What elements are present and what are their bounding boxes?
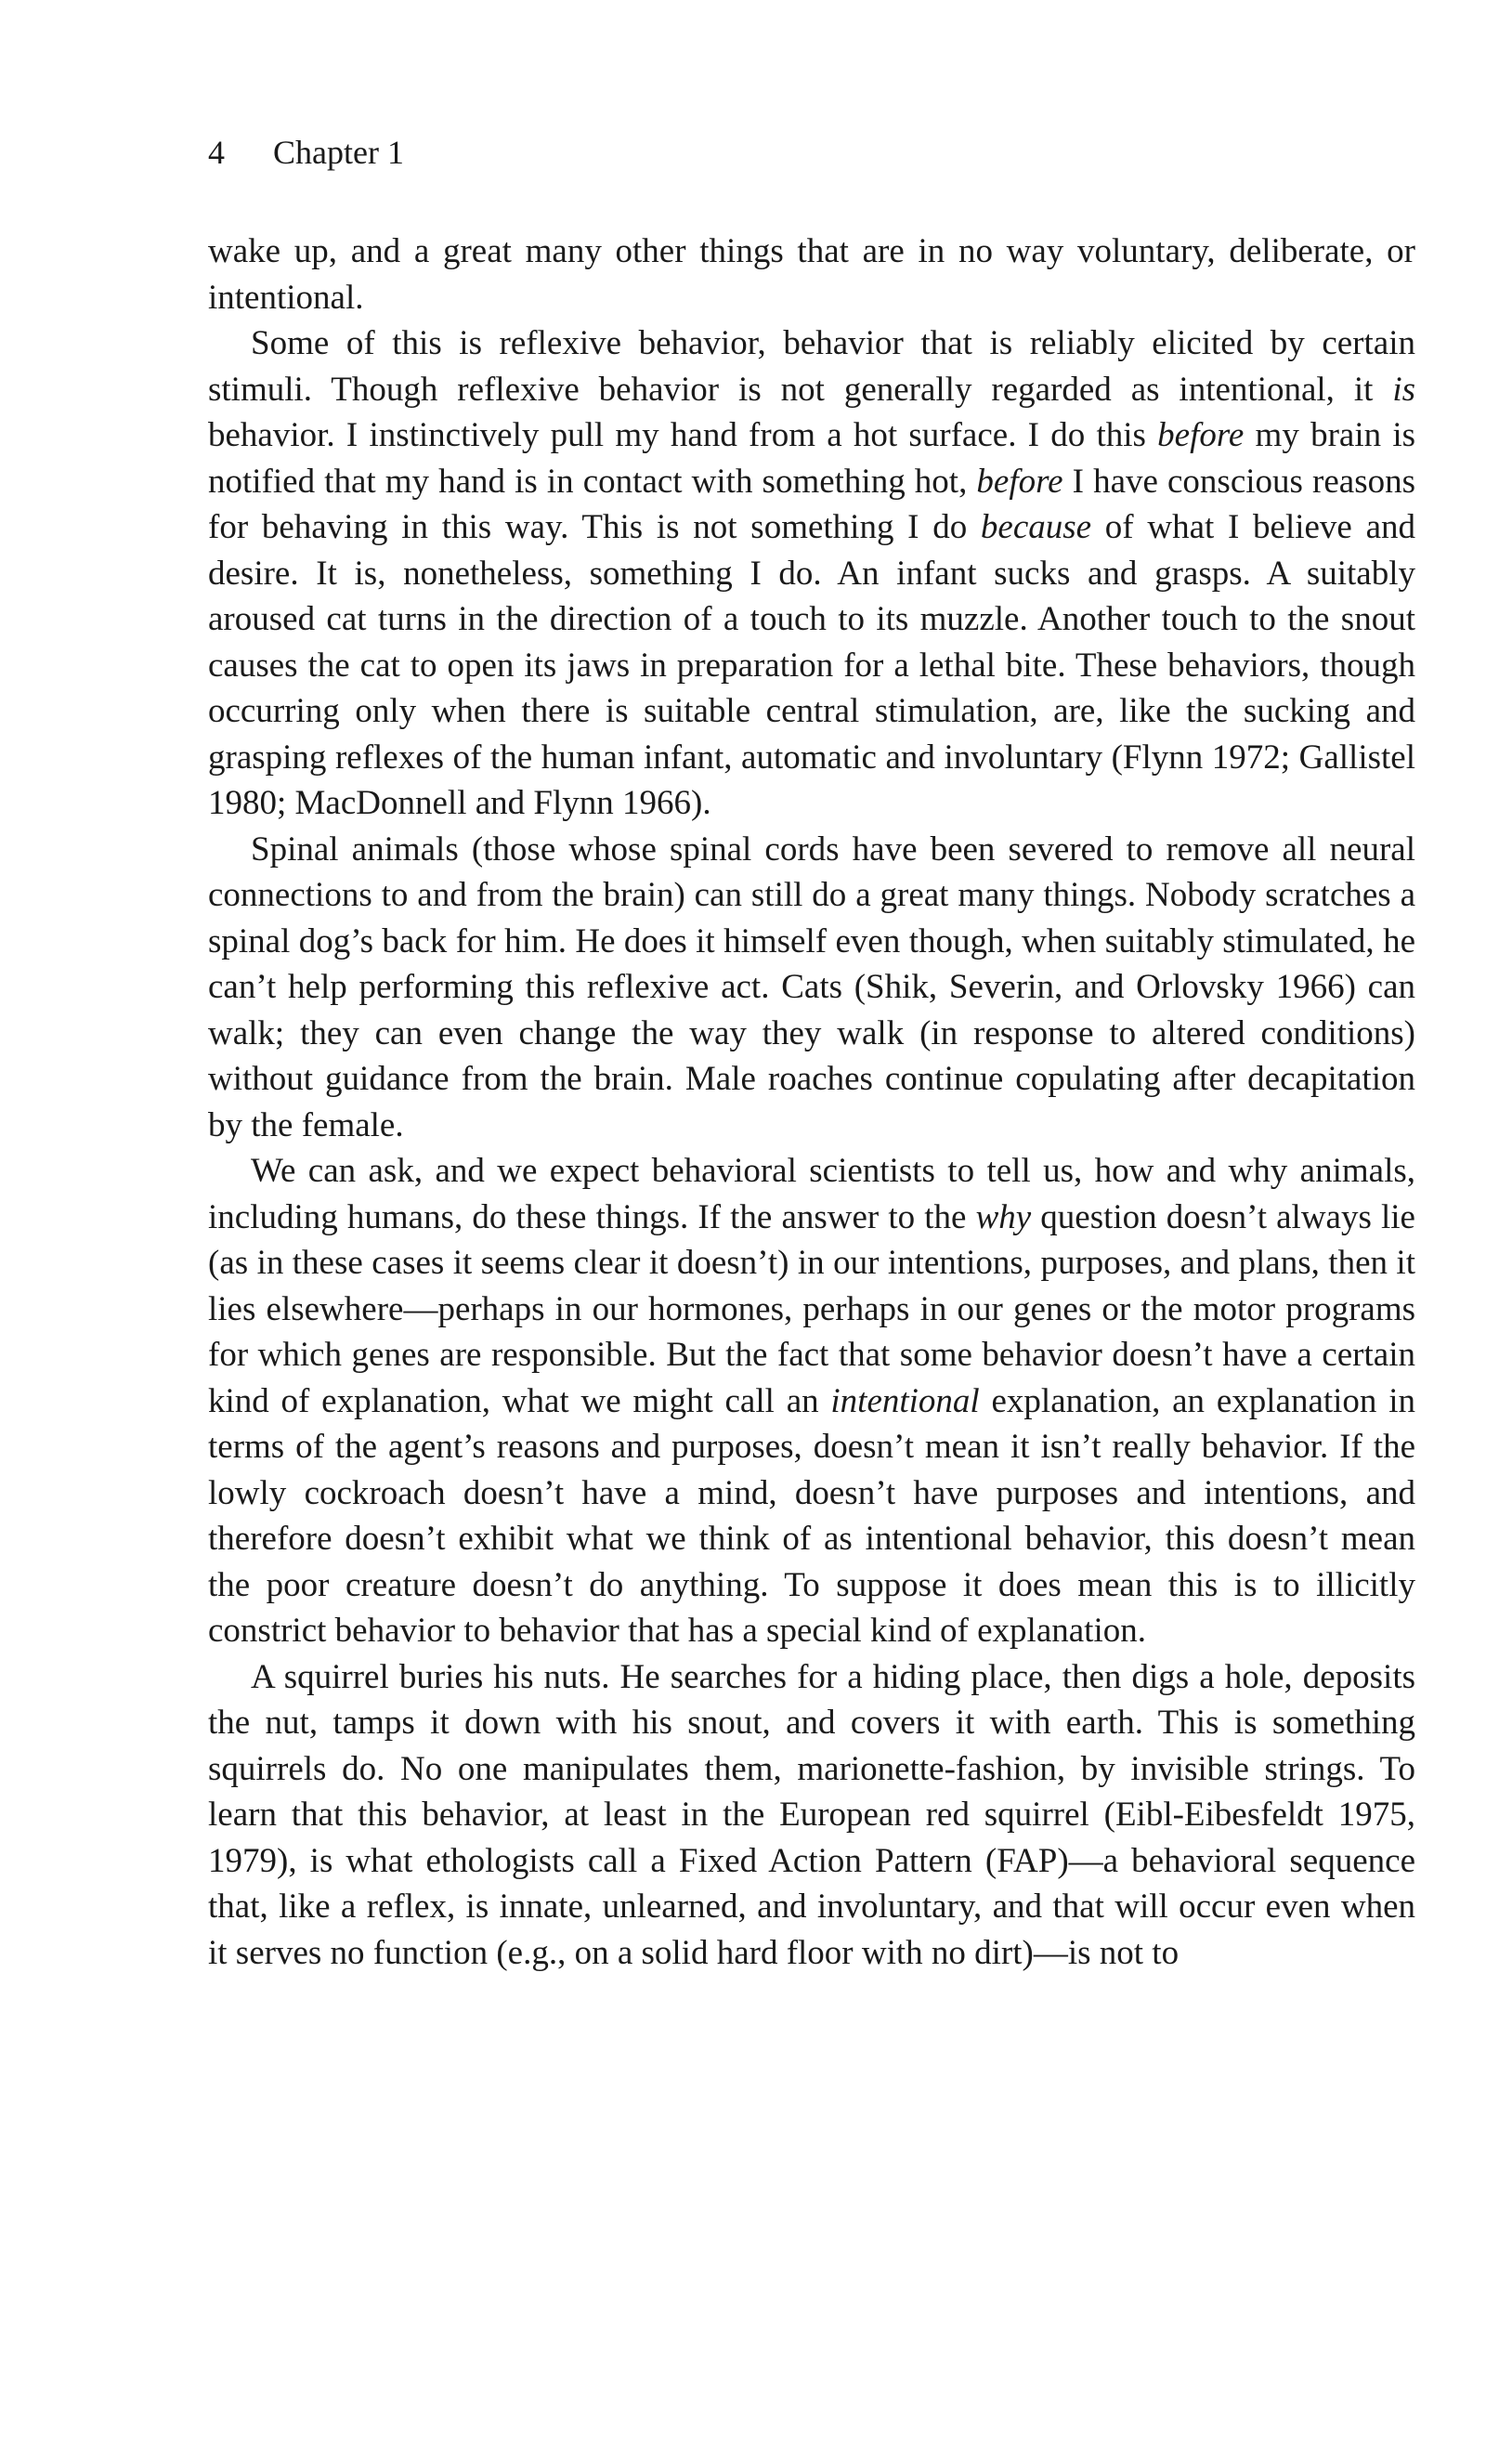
text-run: Some of this is reflexive behavior, behavior that is reliably elicited by certain stimuli. Though reflexive behavior is not generally regarded as intentional, it xyxy=(208,324,1415,409)
text-run: question doesn’t always lie (as in these cases it seems clear it doesn’t) in our intentions, purposes, and plans, then it lies elsewhere—perhaps in our hormones, perhaps in our genes or the motor programs for which genes are responsible. But the fact that some behavior doesn’t have a certain kind of explanation, what we might call an xyxy=(208,1197,1415,1420)
paragraph xyxy=(208,320,1415,827)
body-text xyxy=(208,229,1415,1976)
paragraph xyxy=(208,1148,1415,1654)
text-run: I have conscious reasons for behaving in this way. This is not something I do xyxy=(208,462,1415,546)
emphasized-text: is xyxy=(1392,370,1415,409)
running-head xyxy=(208,132,404,173)
emphasized-text: intentional xyxy=(830,1381,980,1420)
emphasized-text: why xyxy=(975,1197,1032,1236)
text-run: wake up, and a great many other things that are in no way voluntary, deliberate, or intentional. xyxy=(208,232,1415,317)
page-number: 4 xyxy=(208,134,225,171)
emphasized-text: before xyxy=(1157,416,1245,454)
paragraph xyxy=(208,827,1415,1149)
paragraph xyxy=(208,229,1415,320)
text-run: We can ask, and we expect behavioral scientists to tell us, how and why animals, including humans, do these things. If the answer to the xyxy=(208,1152,1415,1236)
text-run: Spinal animals (those whose spinal cords have been severed to remove all neural connections to and from the brain) can still do a great many things. Nobody scratches a spinal dog’s back for him. He does it himself even though, when suitably stimulated, he can’t help performing this reflexive act. Cats (Shik, Severin, and Orlovsky 1966) can walk; they can even change the way they walk (in response to altered conditions) without guidance from the brain. Male roaches continue copulating after decapitation by the female. xyxy=(208,830,1415,1144)
chapter-title: Chapter 1 xyxy=(273,134,404,171)
text-run: my brain is notified that my hand is in contact with something hot, xyxy=(208,416,1416,501)
emphasized-text: because xyxy=(980,508,1092,546)
text-run: A squirrel buries his nuts. He searches for a hiding place, then digs a hole, deposits the nut, tamps it down with his snout, and covers it with earth. This is something squirrels do. No one manipulates them, marionette-fashion, by invisible strings. To learn that this behavior, at least in the European red squirrel (Eibl-Eibesfeldt 1975, 1979), is what ethologists call a Fixed Action Pattern (FAP)—a behavioral sequence that, like a reflex, is innate, unlearned, and involuntary, and that will occur even when it serves no function (e.g., on a solid hard floor with no dirt)—is not to xyxy=(208,1657,1415,1972)
text-run: explanation, an explanation in terms of the agent’s reasons and purposes, doesn’t mean it isn’t really behavior. If the lowly cockroach doesn’t have a mind, doesn’t have purposes and intentions, and therefore doesn’t exhibit what we think of as intentional behavior, this doesn’t mean the poor creature doesn’t do anything. To suppose it does mean this is to illicitly constrict behavior to behavior that has a special kind of explanation. xyxy=(208,1381,1415,1650)
paragraph xyxy=(208,1654,1415,1977)
emphasized-text: before xyxy=(976,462,1063,501)
text-run: behavior. I instinctively pull my hand from a hot surface. I do this xyxy=(208,416,1158,454)
text-run: of what I believe and desire. It is, nonetheless, something I do. An infant sucks and grasps. A suitably aroused cat turns in the direction of a touch to its muzzle. Another touch to the snout causes the cat to open its jaws in preparation for a lethal bite. These behaviors, though occurring only when there is suitable central stimulation, are, like the sucking and grasping reflexes of the human infant, automatic and involuntary (Flynn 1972; Gallistel 1980; MacDonnell and Flynn 1966). xyxy=(208,508,1415,822)
